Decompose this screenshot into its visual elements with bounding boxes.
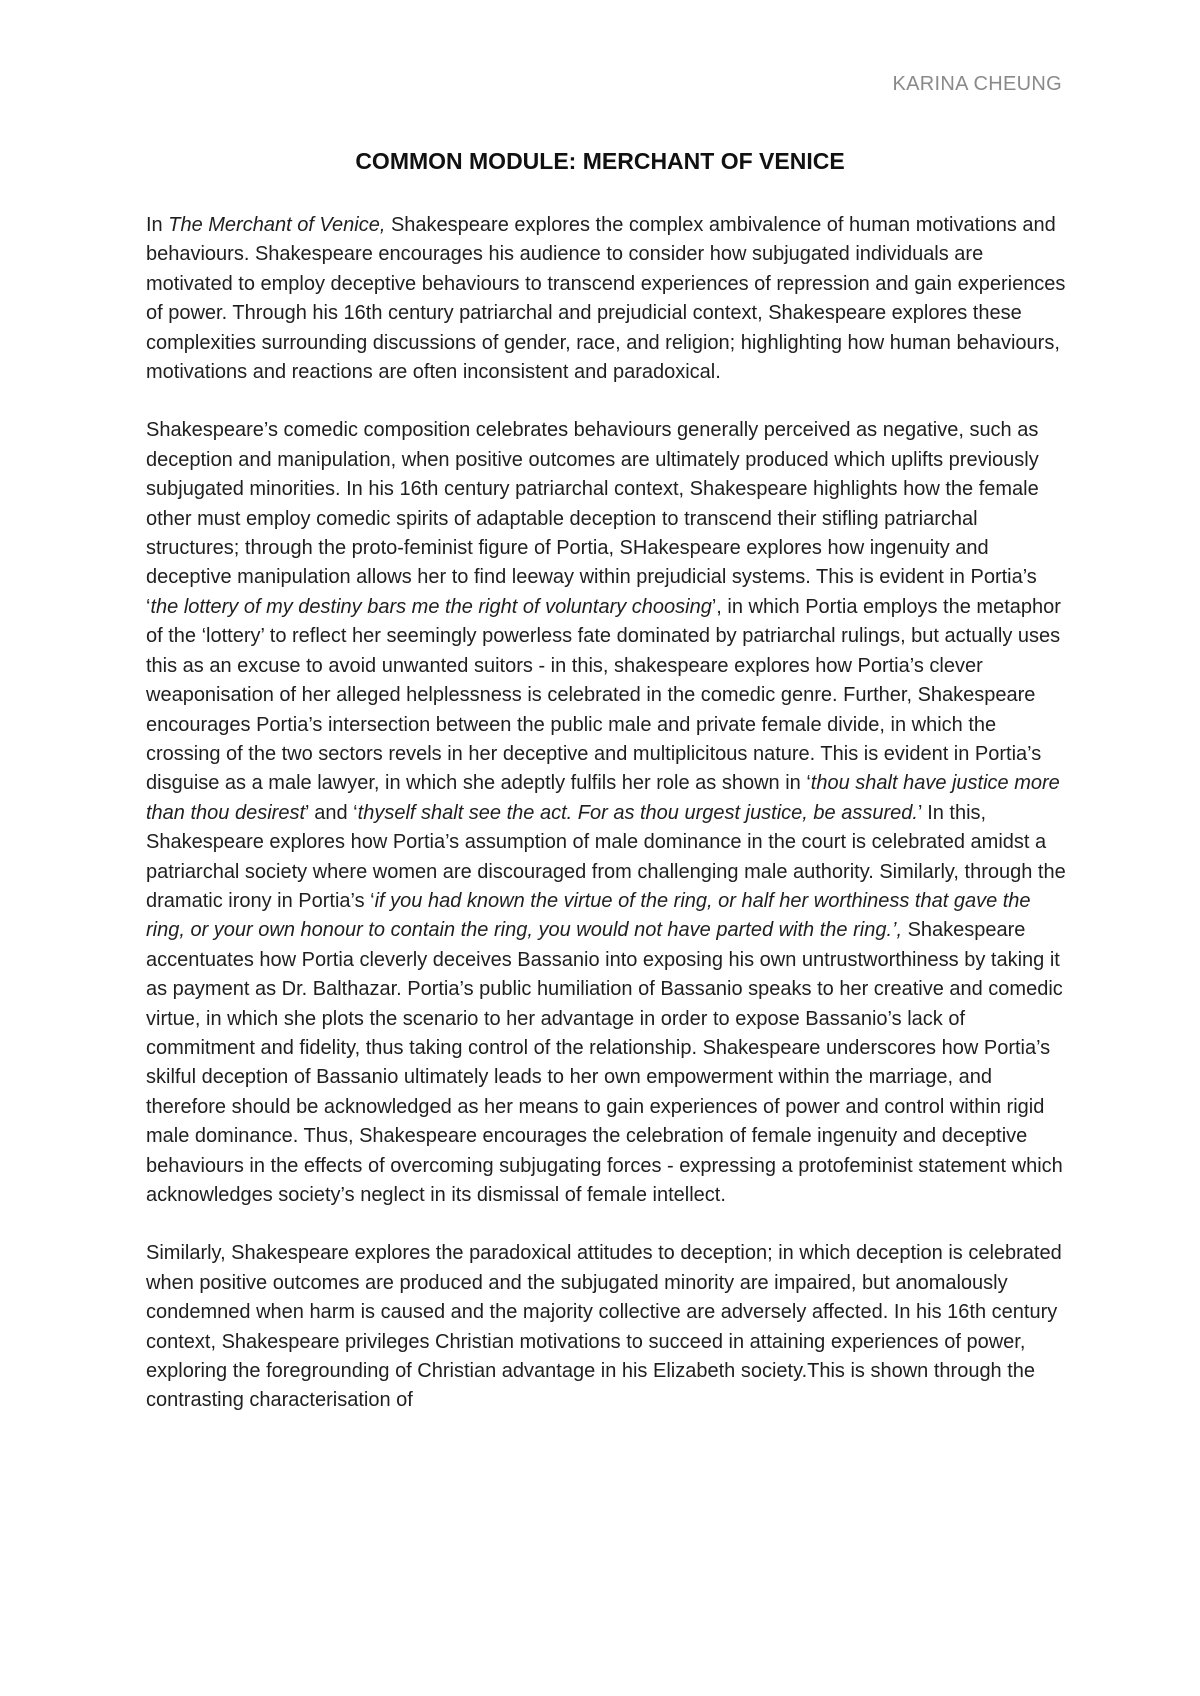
text-run: Shakespeare’s comedic composition celebrates behaviours generally perceived as negative, such as deception and manipulation, when positive outcomes are ultimately produced which uplifts previously subjugated minorities. In his 16th century patriarchal context, Shakespeare highlights how the female other must employ comedic spirits of adaptable deception to transcend their stifling patriarchal structures; through the proto-feminist figure of Portia, SHakespeare explores how ingenuity and deceptive manipulation allows her to find leeway within prejudicial systems. This is evident in Portia’s ‘ (146, 419, 1039, 618)
paragraph-3 (146, 1239, 1072, 1415)
text-run: ’ and ‘ (305, 801, 358, 824)
document-title: COMMON MODULE: MERCHANT OF VENICE (355, 148, 845, 174)
essay-body (146, 211, 1072, 1445)
text-run: In (146, 214, 169, 236)
author-name: KARINA CHEUNG (892, 73, 1062, 95)
text-run-italic: thyself shalt see the act. For as thou urgest justice, be assured. (357, 801, 918, 824)
text-run-italic: thou shalt have justice more than thou desirest (146, 772, 1060, 824)
text-run: ’, in which Portia employs the metaphor of the ‘lottery’ to reflect her seemingly powerless fate dominated by patriarchal rulings, but actually uses this as an excuse to avoid unwanted suitors - in this, shakespeare explores how Portia’s clever weaponisation of her alleged helplessness is celebrated in the comedic genre. Further, Shakespeare encourages Portia’s intersection between the public male and private female divide, in which the crossing of the two sectors revels in her deceptive and multiplicitous nature. This is evident in Portia’s disguise as a male lawyer, in which she adeptly fulfils her role as shown in ‘ (146, 595, 1061, 795)
text-run-italic: the lottery of my destiny bars me the right of voluntary choosing (150, 595, 712, 618)
text-run-italic: if you had known the virtue of the ring, or half her worthiness that gave the ring, or your own honour to contain the ring, you would not have parted with the ring.’, (146, 889, 1031, 942)
text-run: Shakespeare accentuates how Portia cleverly deceives Bassanio into exposing his own untrustworthiness by taking it as payment as Dr. Balthazar. Portia’s public humiliation of Bassanio speaks to her creative and comedic virtue, in which she plots the scenario to her advantage in order to expose Bassanio’s lack of commitment and fidelity, thus taking control of the relationship. Shakespeare underscores how Portia’s skilful deception of Bassanio ultimately leads to her own empowerment within the marriage, and therefore should be acknowledged as her means to gain experiences of power and control within rigid male dominance. Thus, Shakespeare encourages the celebration of female ingenuity and deceptive behaviours in the effects of overcoming subjugating forces - expressing a protofeminist statement which acknowledges society’s neglect in its dismissal of female intellect. (146, 919, 1063, 1206)
paragraph-1 (146, 211, 1072, 387)
text-run: ’ In this, Shakespeare explores how Portia’s assumption of male dominance in the court is celebrated amidst a patriarchal society where women are discouraged from challenging male authority. Similarly, through the dramatic irony in Portia’s ‘ (146, 801, 1066, 912)
text-run: Shakespeare explores the complex ambivalence of human motivations and behaviours. Shakespeare encourages his audience to consider how subjugated individuals are motivated to employ deceptive behaviours to transcend experiences of repression and gain experiences of power. Through his 16th century patriarchal and prejudicial context, Shakespeare explores these complexities surrounding discussions of gender, race, and religion; highlighting how human behaviours, motivations and reactions are often inconsistent and paradoxical. (146, 214, 1066, 384)
text-run: Similarly, Shakespeare explores the paradoxical attitudes to deception; in which deception is celebrated when positive outcomes are produced and the subjugated minority are impaired, but anomalously condemned when harm is caused and the majority collective are adversely affected. In his 16th century context, Shakespeare privileges Christian motivations to succeed in attaining experiences of power, exploring the foregrounding of Christian advantage in his Elizabeth society.This is shown through the contrasting characterisation of (146, 1242, 1062, 1412)
text-run-italic: The Merchant of Venice, (168, 214, 386, 236)
paragraph-2 (146, 416, 1072, 1210)
